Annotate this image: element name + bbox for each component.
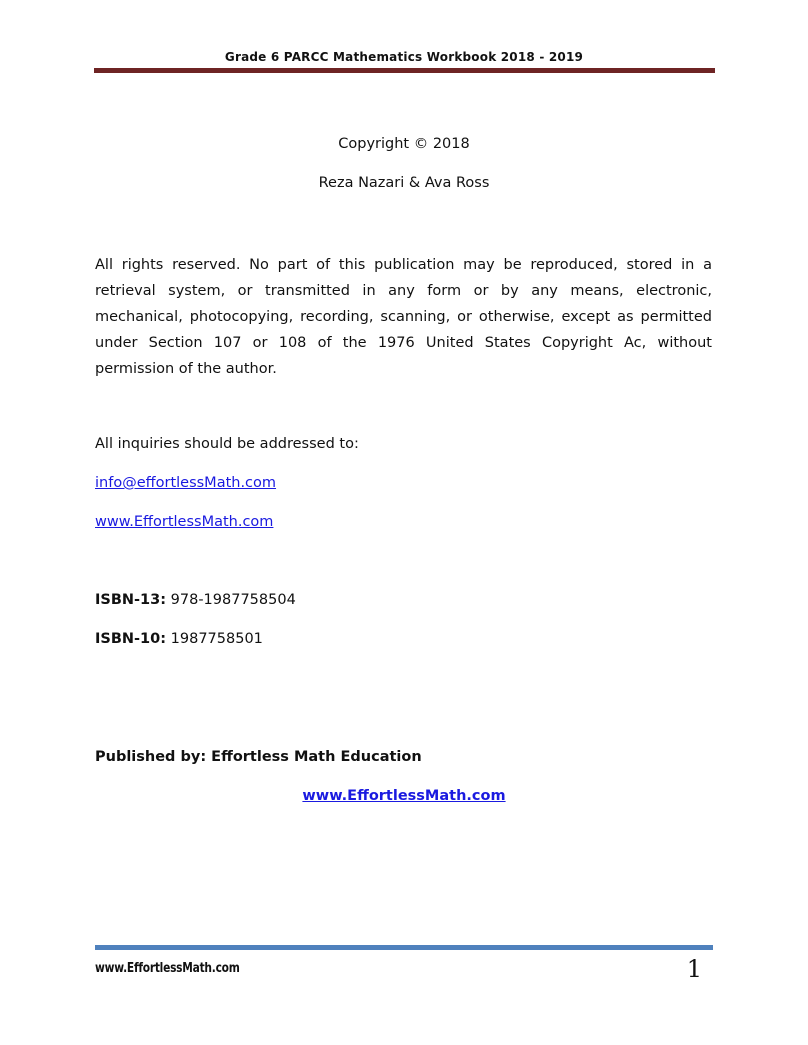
isbn13-label: ISBN-13: — [95, 592, 167, 608]
publisher-website-link[interactable]: www.EffortlessMath.com — [302, 788, 506, 804]
isbn13-value: 978-1987758504 — [166, 592, 296, 608]
isbn10-line — [95, 631, 263, 647]
isbn10-label: ISBN-10: — [95, 631, 167, 647]
footer-site: www.EffortlessMath.com — [95, 961, 240, 976]
publisher-label: Published by: Effortless Math Education — [95, 749, 422, 765]
copyright-line: Copyright © 2018 — [338, 136, 470, 152]
isbn13-line — [95, 592, 296, 608]
page-number: 1 — [686, 955, 702, 983]
inquiries-label: All inquiries should be addressed to: — [95, 436, 359, 452]
running-header-title: Grade 6 PARCC Mathematics Workbook 2018 - 2019 — [224, 50, 584, 64]
header-divider — [94, 68, 715, 73]
authors-line: Reza Nazari & Ava Ross — [318, 175, 490, 191]
footer-divider — [95, 945, 713, 950]
isbn10-value: 1987758501 — [166, 631, 263, 647]
email-link[interactable]: info@effortlessMath.com — [95, 475, 277, 491]
website-link[interactable]: www.EffortlessMath.com — [95, 514, 274, 530]
rights-paragraph: All rights reserved. No part of this publication may be reproduced, stored in a retrieval system, or transmitted in any form or by any means, electronic, mechanical, photocopying, recording, scanning, or otherwise, except as permitted under Section 107 or 108 of the 1976 United States Copyright Ac, without permission of the author. — [95, 257, 712, 377]
